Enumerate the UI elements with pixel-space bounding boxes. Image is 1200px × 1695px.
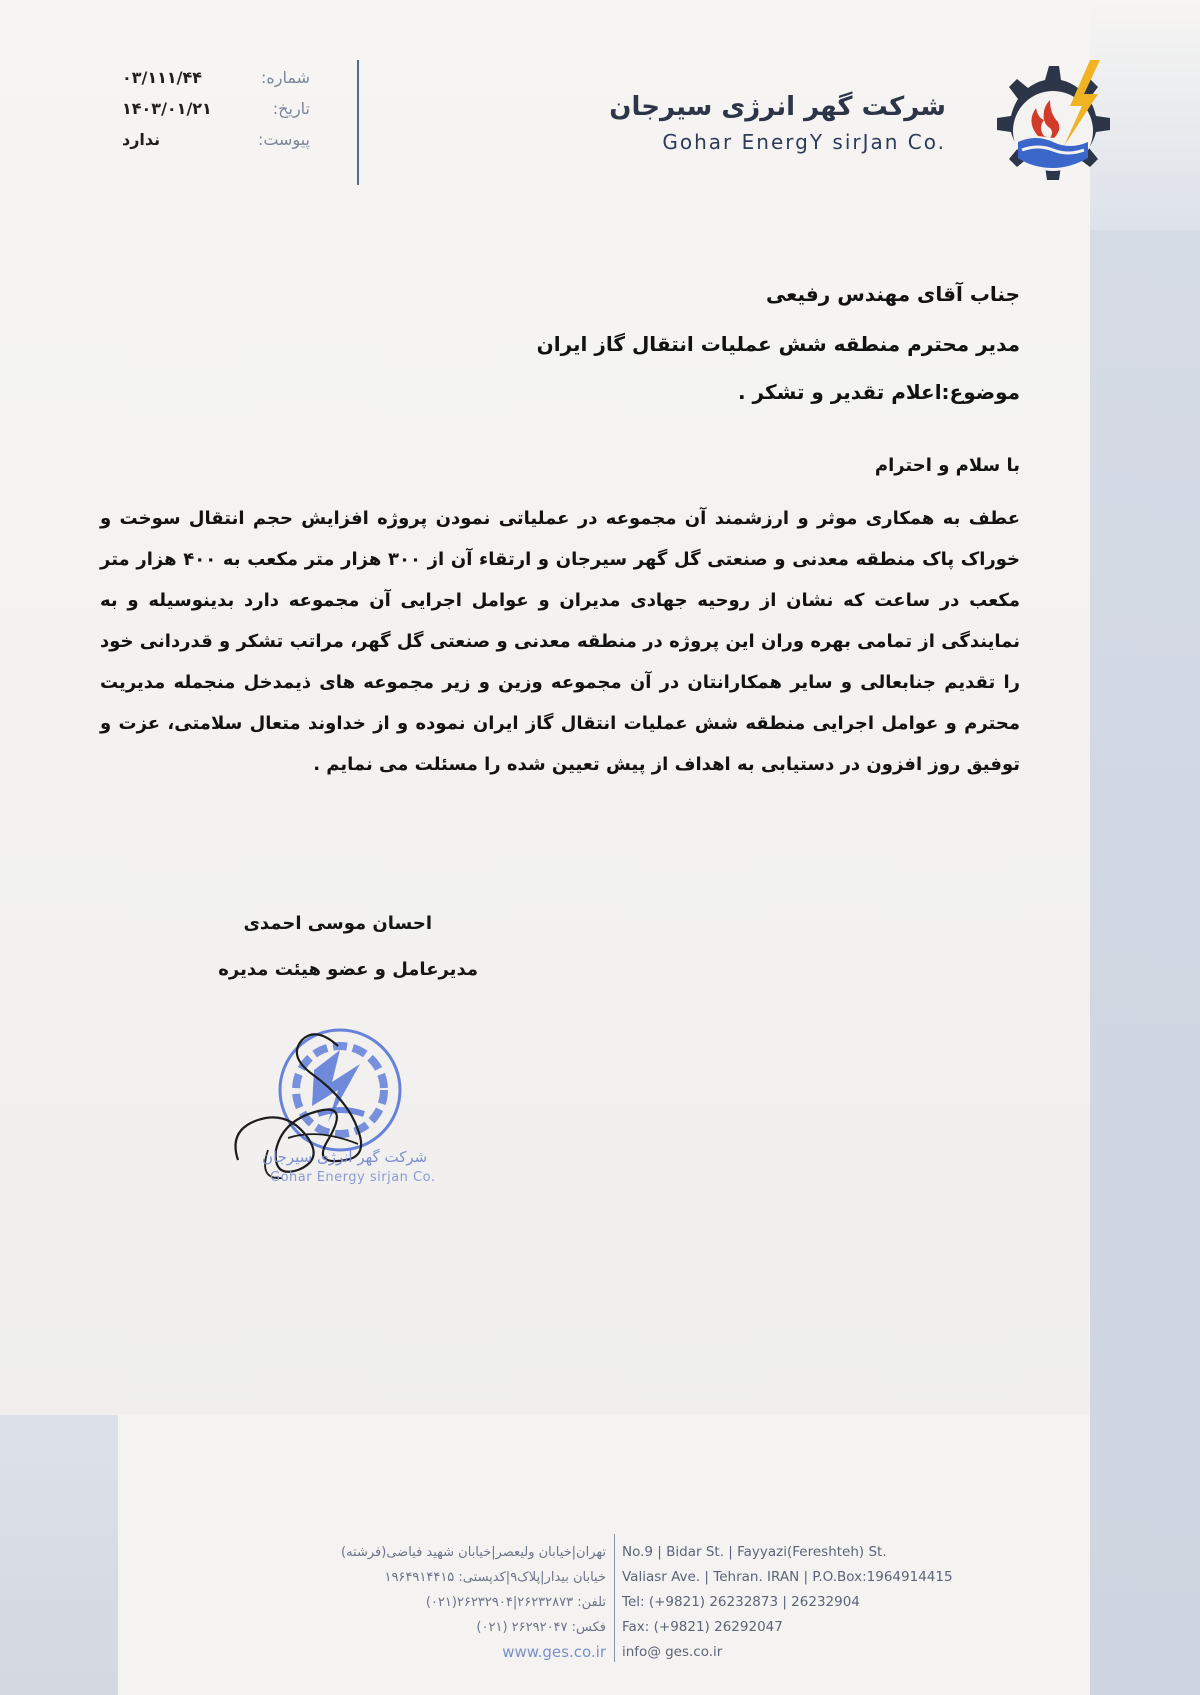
footer-line: فکس: ۲۶۲۹۲۰۴۷ (۰۲۱) — [476, 1620, 606, 1635]
footer-decor-band — [0, 1415, 118, 1695]
addressee: جناب آقای مهندس رفیعی — [765, 282, 1020, 306]
letter-meta — [110, 66, 310, 159]
meta-row-date — [110, 97, 310, 128]
email-link[interactable]: info@ ges.co.ir — [622, 1644, 723, 1660]
footer-line: تلفن: ۲۶۲۳۲۸۷۳|۲۶۲۳۲۹۰۴(۰۲۱) — [425, 1595, 606, 1610]
footer-line: Valiasr Ave. | Tehran. IRAN | P.O.Box:1964914415 — [622, 1569, 953, 1585]
website-link[interactable]: www.ges.co.ir — [502, 1643, 606, 1661]
header-divider — [357, 60, 359, 185]
footer-divider — [614, 1534, 615, 1662]
meta-row-attachment — [110, 128, 310, 159]
meta-row-number — [110, 66, 310, 97]
meta-value: ۰۳/۱۱۱/۴۴ — [122, 68, 203, 87]
company-name-en: Gohar EnergY sirJan Co. — [662, 130, 946, 154]
gear-flame-lightning-logo-icon — [978, 50, 1128, 200]
signatory-name: احسان موسی احمدی — [243, 913, 432, 934]
addressee-title: مدیر محترم منطقه شش عملیات انتقال گاز ایران — [536, 332, 1020, 356]
footer-line: Tel: (+9821) 26232873 | 26232904 — [622, 1594, 860, 1610]
meta-value: ۱۴۰۳/۰۱/۲۱ — [122, 99, 212, 118]
signatory-title: مدیرعامل و عضو هیئت مدیره — [218, 959, 478, 980]
footer-address-fa — [300, 1540, 606, 1665]
company-name-fa: شرکت گهر انرژی سیرجان — [609, 92, 946, 122]
subject-line: موضوع:اعلام تقدیر و تشکر . — [737, 380, 1020, 404]
meta-label: پیوست: — [257, 130, 310, 149]
stamp-company-en: Gohar Energy sirjan Co. — [270, 1170, 436, 1185]
footer-line: No.9 | Bidar St. | Fayyazi(Fereshteh) St. — [622, 1544, 887, 1560]
meta-label: شماره: — [260, 68, 310, 87]
footer-line: Fax: (+9821) 26292047 — [622, 1619, 783, 1635]
footer-line: خیابان بیدار|پلاک۹|کدپستی: ۱۹۶۴۹۱۴۴۱۵ — [384, 1570, 606, 1585]
side-decor-band — [1090, 0, 1200, 1695]
meta-value: ندارد — [122, 130, 161, 149]
footer-line: تهران|خیابان ولیعصر|خیابان شهید فیاضی(فرشته) — [341, 1545, 606, 1560]
footer-address-en — [622, 1540, 982, 1665]
greeting: با سلام و احترام — [874, 455, 1020, 476]
stamp-company-fa: شرکت گهر انرژی سیرجان — [262, 1148, 428, 1166]
letter-paragraph: عطف به همکاری موثر و ارزشمند آن مجموعه در عملیاتی نمودن پروژه افزایش حجم انتقال سوخت و خوراک پاک منطقه معدنی و صنعتی گل گهر سیرجان و ارتقاء آن از ۳۰۰ هزار متر مکعب به ۴۰۰ هزار متر مکعب در ساعت که نشان از روحیه جهادی مدیران و عوامل اجرایی آن مجموعه دارد بدینوسیله و به نمایندگی از تمامی بهره وران این پروژه در منطقه معدنی و صنعتی گل گهر، مراتب تشکر و قدردانی خود را تقدیم جنابعالی و سایر همکارانتان در آن مجموعه وزین و زیر مجموعه های ذیمدخل منجمله مدیریت محترم و عوامل اجرایی منطقه شش عملیات انتقال گاز ایران نموده و از خداوند متعال سلامتی، عزت و توفیق روز افزون در دستیابی به اهداف از پیش تعیین شده را مسئلت می نمایم . — [100, 508, 1020, 775]
meta-label: تاریخ: — [272, 99, 310, 118]
